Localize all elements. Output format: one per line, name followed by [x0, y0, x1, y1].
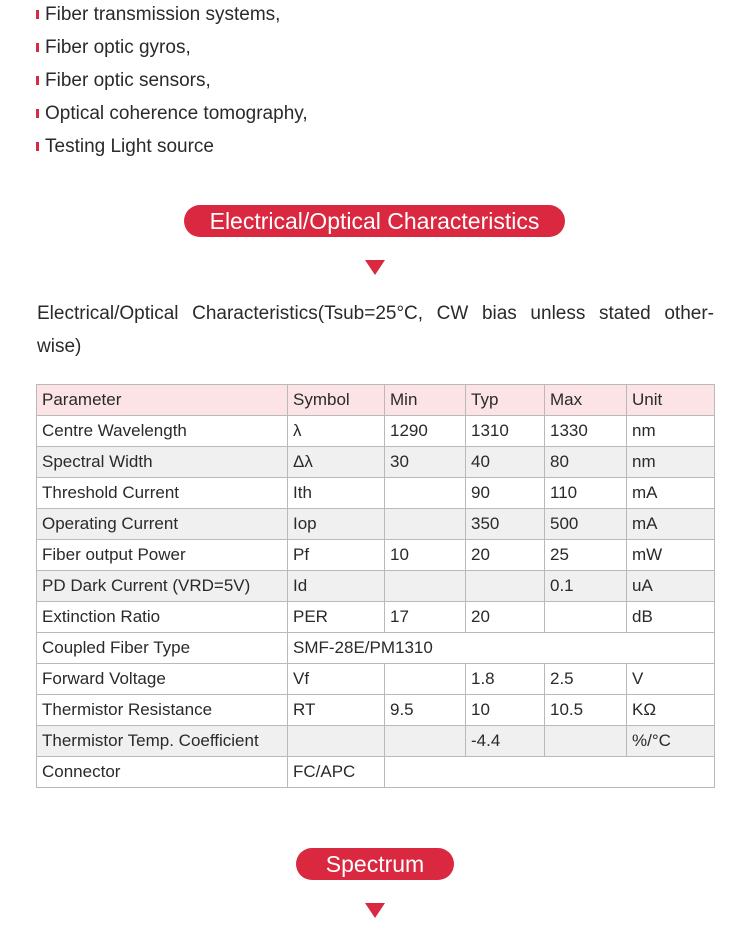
table-cell: 10 — [466, 695, 545, 726]
header-cell: Parameter — [37, 385, 288, 416]
table-cell: 9.5 — [385, 695, 466, 726]
table-cell — [466, 571, 545, 602]
table-cell: nm — [627, 447, 715, 478]
table-cell: Thermistor Temp. Coefficient — [37, 726, 288, 757]
table-cell: Extinction Ratio — [37, 602, 288, 633]
table-cell: 2.5 — [545, 664, 627, 695]
table-cell: dB — [627, 602, 715, 633]
list-item — [36, 99, 308, 132]
table-cell: Pf — [288, 540, 385, 571]
table-cell: Thermistor Resistance — [37, 695, 288, 726]
characteristics-table — [36, 384, 715, 788]
table-cell: nm — [627, 416, 715, 447]
table-cell: Spectral Width — [37, 447, 288, 478]
table-cell: Vf — [288, 664, 385, 695]
table-cell: FC/APC — [288, 757, 385, 788]
table-cell: 350 — [466, 509, 545, 540]
header-cell: Typ — [466, 385, 545, 416]
table-cell: %/°C — [627, 726, 715, 757]
table-header-row — [37, 385, 715, 416]
table-cell: 1.8 — [466, 664, 545, 695]
table-row — [37, 571, 715, 602]
table-cell: Fiber output Power — [37, 540, 288, 571]
section-title-characteristics: Electrical/Optical Characteristics — [184, 205, 565, 237]
table-cell: 80 — [545, 447, 627, 478]
table-row — [37, 695, 715, 726]
table-cell: 10 — [385, 540, 466, 571]
table-cell: 40 — [466, 447, 545, 478]
table-cell: PD Dark Current (VRD=5V) — [37, 571, 288, 602]
header-cell: Max — [545, 385, 627, 416]
table-cell — [545, 726, 627, 757]
list-item — [36, 0, 308, 33]
table-cell — [385, 509, 466, 540]
applications-list — [36, 0, 308, 165]
table-cell — [545, 602, 627, 633]
header-cell: Min — [385, 385, 466, 416]
table-cell: 30 — [385, 447, 466, 478]
table-cell: 1290 — [385, 416, 466, 447]
table-cell: 110 — [545, 478, 627, 509]
table-cell: uA — [627, 571, 715, 602]
table-cell: 10.5 — [545, 695, 627, 726]
table-cell: 90 — [466, 478, 545, 509]
table-cell: 20 — [466, 602, 545, 633]
header-cell: Symbol — [288, 385, 385, 416]
application-text: Testing Light source — [45, 136, 214, 157]
table-cell: RT — [288, 695, 385, 726]
characteristics-intro: Electrical/Optical Characteristics(Tsub=25°C, CW bias unless stated other-wise) — [37, 303, 714, 357]
table-row — [37, 447, 715, 478]
list-item — [36, 132, 308, 165]
table-cell: mW — [627, 540, 715, 571]
table-cell: PER — [288, 602, 385, 633]
table-row — [37, 664, 715, 695]
table-row — [37, 509, 715, 540]
bullet-icon — [36, 142, 39, 151]
table-cell: SMF-28E/PM1310 — [288, 633, 715, 664]
list-item — [36, 66, 308, 99]
table-cell: mA — [627, 509, 715, 540]
triangle-down-icon — [365, 903, 385, 918]
bullet-icon — [36, 43, 39, 52]
table-cell: V — [627, 664, 715, 695]
bullet-icon — [36, 10, 39, 19]
table-cell: 20 — [466, 540, 545, 571]
table-cell: Id — [288, 571, 385, 602]
table-row — [37, 540, 715, 571]
section-title-spectrum: Spectrum — [296, 848, 454, 880]
table-cell: KΩ — [627, 695, 715, 726]
table-cell: Operating Current — [37, 509, 288, 540]
table-cell: Connector — [37, 757, 288, 788]
table-cell: Ith — [288, 478, 385, 509]
table-row — [37, 726, 715, 757]
header-cell: Unit — [627, 385, 715, 416]
table-cell: Coupled Fiber Type — [37, 633, 288, 664]
bullet-icon — [36, 76, 39, 85]
table-cell: 25 — [545, 540, 627, 571]
table-cell: 1310 — [466, 416, 545, 447]
table-row — [37, 757, 715, 788]
application-text: Optical coherence tomography, — [45, 103, 308, 124]
list-item — [36, 33, 308, 66]
table-cell — [385, 757, 715, 788]
table-row — [37, 478, 715, 509]
table-cell — [385, 478, 466, 509]
application-text: Fiber transmission systems, — [45, 4, 281, 25]
table-cell: -4.4 — [466, 726, 545, 757]
application-text: Fiber optic gyros, — [45, 37, 191, 58]
table-cell — [385, 664, 466, 695]
table-cell: 17 — [385, 602, 466, 633]
application-text: Fiber optic sensors, — [45, 70, 211, 91]
table-cell: mA — [627, 478, 715, 509]
table-cell: Iop — [288, 509, 385, 540]
table-cell: Forward Voltage — [37, 664, 288, 695]
table-cell: 1330 — [545, 416, 627, 447]
table-cell — [288, 726, 385, 757]
table-cell — [385, 571, 466, 602]
table-cell: Centre Wavelength — [37, 416, 288, 447]
table-cell: 0.1 — [545, 571, 627, 602]
table-row — [37, 633, 715, 664]
table-cell: 500 — [545, 509, 627, 540]
bullet-icon — [36, 109, 39, 118]
triangle-down-icon — [365, 260, 385, 275]
table-row — [37, 602, 715, 633]
table-cell: Δλ — [288, 447, 385, 478]
table-cell: Threshold Current — [37, 478, 288, 509]
table-cell: λ — [288, 416, 385, 447]
table-cell — [385, 726, 466, 757]
table-row — [37, 416, 715, 447]
